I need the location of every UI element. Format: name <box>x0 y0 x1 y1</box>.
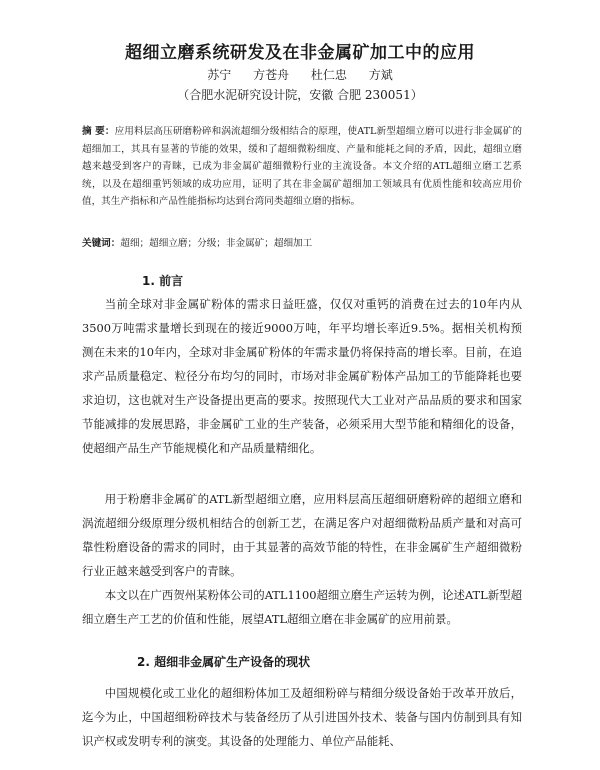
status-paragraph-1 <box>82 681 522 753</box>
paragraph-text: 本文以在广西贺州某粉体公司的ATL1100超细立磨生产运转为例，论述ATL新型超细立磨生产工艺的价值和性能，展望ATL超细立磨在非金属矿的应用前景。 <box>82 588 522 626</box>
abstract-label: 摘 要： <box>82 126 115 137</box>
author-list <box>0 66 600 83</box>
keywords-label: 关键词： <box>82 238 121 249</box>
author-name: 方斌 <box>368 68 393 82</box>
intro-paragraph-2 <box>82 487 522 583</box>
section-heading-intro: 1. 前言 <box>142 274 184 288</box>
paragraph-text: 中国规模化或工业化的超细粉体加工及超细粉碎与精细分级设备始于改革开放后，迄今为止，中国超细粉碎技术与装备经历了从引进国外技术、装备与国内仿制到具有知识产权或发明专利的演变。其设备的处理能力、单位产品能耗、 <box>82 686 522 748</box>
keywords <box>82 235 522 249</box>
paragraph-text: 当前全球对非金属矿粉体的需求日益旺盛，仅仅对重钙的消费在过去的10年内从3500万吨需求量增长到现在的接近9000万吨，年平均增长率近9.5%。据相关机构预测在未来的10年内，全球对非金属矿粉体的年需求量仍将保持高的增长率。目前，在追求产品质量稳定、粒径分布均匀的同时，市场对非金属矿粉体产品加工的节能降耗也要求迫切，这也就对生产设备提出更高的要求。按照现代大工业对产品品质的要求和国家节能减排的发展思路，非金属矿工业的生产装备，必须采用大型节能和精细化的设备，使超细产品生产节能规模化和产品质量精细化。 <box>82 297 522 455</box>
paragraph-text: 用于粉磨非金属矿的ATL新型超细立磨，应用料层高压超细研磨粉碎的超细立磨和涡流超细分级原理分级机相结合的创新工艺，在满足客户对超细微粉品质产量和对高可靠性粉磨设备的需求的同时，由于其显著的高效节能的特性，在非金属矿生产超细微粉行业正越来越受到客户的青睐。 <box>82 492 522 578</box>
paper-title: 超细立磨系统研发及在非金属矿加工中的应用 <box>125 43 475 63</box>
abstract-text: 应用料层高压研磨粉碎和涡流超细分级相结合的原理，使ATL新型超细立磨可以进行非金属矿的超细加工，其具有显著的节能的效果，缓和了超细微粉细度、产量和能耗之间的矛盾，因此，超细立磨越来越受到客户的青睐，已成为非金属矿超细微粉行业的主流设备。本文介绍的ATL超细立磨工艺系统，以及在超细重钙领域的成功应用，证明了其在非金属矿超细加工领域具有优质性能和较高应用价值，其生产指标和产品性能指标均达到台湾同类超细立磨的指标。 <box>82 126 522 208</box>
section-heading-status: 2. 超细非金属矿生产设备的现状 <box>137 655 311 669</box>
author-name: 苏宁 <box>207 68 232 82</box>
keywords-text: 超细；超细立磨；分级；非金属矿；超细加工 <box>120 238 313 249</box>
author-name: 杜仁忠 <box>310 68 347 82</box>
abstract <box>82 123 522 211</box>
author-name: 方苍舟 <box>253 68 290 82</box>
affiliation: （合肥水泥研究设计院，安徽 合肥 230051） <box>177 88 423 102</box>
intro-paragraph-1 <box>82 292 522 460</box>
intro-paragraph-3 <box>82 583 522 631</box>
